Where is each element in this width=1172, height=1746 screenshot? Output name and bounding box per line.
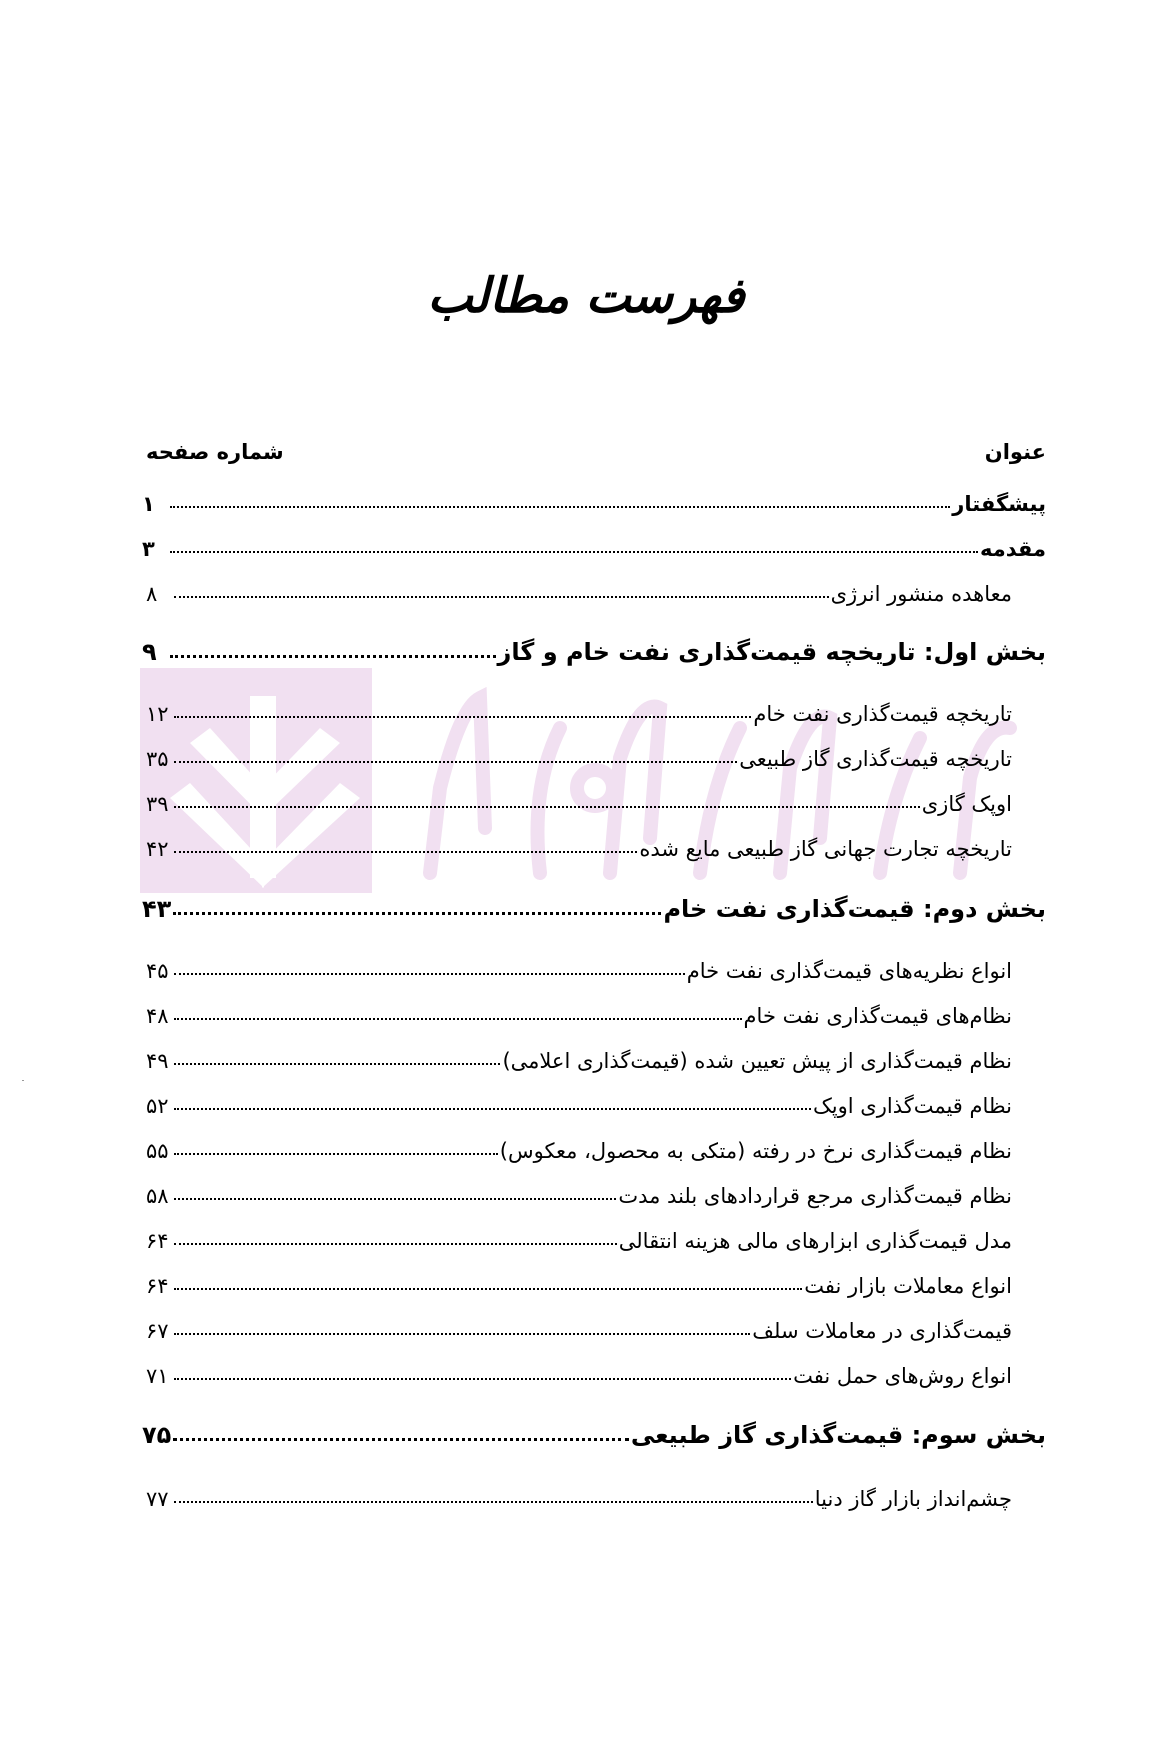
dot-leader xyxy=(174,973,685,975)
toc-entry[interactable] xyxy=(146,1307,1012,1343)
toc-entry[interactable] xyxy=(146,1475,1012,1511)
toc-entry[interactable] xyxy=(146,1262,1012,1298)
dot-leader xyxy=(174,1153,498,1155)
dot-leader xyxy=(170,655,496,658)
toc-entry[interactable] xyxy=(142,480,1046,516)
toc-entry-title: مدل قیمت‌گذاری ابزارهای مالی هزینه انتقالی xyxy=(618,1229,1012,1253)
toc-page-number: ۶۷ xyxy=(146,1319,169,1343)
toc-entry-title: معاهده منشور انرژی xyxy=(830,582,1012,606)
toc-page-number: ۴۲ xyxy=(146,837,169,861)
dot-leader xyxy=(173,912,661,915)
toc-entry-title: تاریخچه قیمت‌گذاری نفت خام xyxy=(753,702,1012,726)
toc-entry[interactable] xyxy=(146,1082,1012,1118)
toc-entry-title: بخش سوم: قیمت‌گذاری گاز طبیعی xyxy=(630,1421,1046,1449)
toc-page-number: ۱ xyxy=(142,492,155,516)
toc-entry[interactable] xyxy=(146,1172,1012,1208)
toc-entry-title: نظام قیمت‌گذاری اوپک xyxy=(812,1094,1012,1118)
margin-mark xyxy=(22,1080,24,1081)
toc-page-number: ۷۷ xyxy=(146,1487,169,1511)
toc-entry-title: نظام قیمت‌گذاری مرجع قراردادهای بلند مدت xyxy=(618,1184,1012,1208)
dot-leader xyxy=(174,1198,616,1200)
toc-page-number: ۱۲ xyxy=(146,702,169,726)
toc-page-number: ۵۵ xyxy=(146,1139,169,1163)
dot-leader xyxy=(174,596,829,598)
toc-page-number: ۴۳ xyxy=(142,895,172,923)
dot-leader xyxy=(170,551,978,553)
toc-entry-title: اوپک گازی xyxy=(921,792,1012,816)
dot-leader xyxy=(174,1378,791,1380)
toc-page-number: ۴۵ xyxy=(146,959,169,983)
toc-entry[interactable] xyxy=(146,690,1012,726)
dot-leader xyxy=(174,1501,813,1503)
dot-leader xyxy=(174,1243,617,1245)
toc-entry-title: نظام قیمت‌گذاری از پیش تعیین شده (قیمت‌گذاری اعلامی) xyxy=(502,1049,1012,1073)
toc-entry[interactable] xyxy=(146,1217,1012,1253)
toc-part-heading[interactable] xyxy=(142,887,1046,923)
toc-page-number: ۳۹ xyxy=(146,792,169,816)
toc-entry[interactable] xyxy=(146,992,1012,1028)
toc-entry[interactable] xyxy=(146,570,1012,606)
dot-leader xyxy=(174,1108,811,1110)
toc-page-number: ۶۴ xyxy=(146,1274,169,1298)
dot-leader xyxy=(174,1063,500,1065)
dot-leader xyxy=(173,1438,629,1441)
toc-entry-title: انواع نظریه‌های قیمت‌گذاری نفت خام xyxy=(686,959,1012,983)
toc-page-number: ۷۱ xyxy=(146,1364,169,1388)
dot-leader xyxy=(174,1333,750,1335)
toc-entry-title: بخش اول: تاریخچه قیمت‌گذاری نفت خام و گاز xyxy=(497,638,1046,666)
toc-page-number: ۴۹ xyxy=(146,1049,169,1073)
toc-entry-title: پیشگفتار xyxy=(952,492,1046,516)
toc-entry[interactable] xyxy=(146,947,1012,983)
toc-entry[interactable] xyxy=(146,780,1012,816)
toc-entry[interactable] xyxy=(146,1037,1012,1073)
toc-entry-title: انواع معاملات بازار نفت xyxy=(804,1274,1012,1298)
dot-leader xyxy=(174,716,751,718)
toc-entry-title: مقدمه xyxy=(980,537,1046,561)
toc-page-number: ۵۲ xyxy=(146,1094,169,1118)
toc-page-number: ۸ xyxy=(146,582,158,606)
toc-entry-title: انواع روش‌های حمل نفت xyxy=(793,1364,1012,1388)
toc-part-heading[interactable] xyxy=(142,1413,1046,1449)
toc-part-heading[interactable] xyxy=(142,630,1046,666)
dot-leader xyxy=(174,1018,742,1020)
toc-entry-title: بخش دوم: قیمت‌گذاری نفت خام xyxy=(663,895,1046,923)
toc-page-number: ۵۸ xyxy=(146,1184,169,1208)
toc-entry[interactable] xyxy=(146,1127,1012,1163)
toc-entry-title: نظام قیمت‌گذاری نرخ در رفته (متکی به محصول، معکوس) xyxy=(499,1139,1012,1163)
toc-entry[interactable] xyxy=(146,1352,1012,1388)
dot-leader xyxy=(174,806,920,808)
dot-leader xyxy=(170,506,950,508)
toc-page-number: ۶۴ xyxy=(146,1229,169,1253)
toc-entry-title: تاریخچه قیمت‌گذاری گاز طبیعی xyxy=(739,747,1012,771)
toc-page-number: ۳۵ xyxy=(146,747,169,771)
dot-leader xyxy=(174,761,737,763)
toc-entry-title: تاریخچه تجارت جهانی گاز طبیعی مایع شده xyxy=(639,837,1012,861)
toc-entry[interactable] xyxy=(146,825,1012,861)
toc-entry[interactable] xyxy=(146,735,1012,771)
toc-header xyxy=(146,440,1046,472)
dot-leader xyxy=(174,851,637,853)
toc-entry-title: نظام‌های قیمت‌گذاری نفت خام xyxy=(743,1004,1012,1028)
toc-page-number: ۹ xyxy=(142,638,157,666)
page-number-column-header: شماره صفحه xyxy=(146,440,284,464)
page-title: فهرست مطالب xyxy=(427,268,745,324)
toc-entry-title: چشم‌انداز بازار گاز دنیا xyxy=(814,1487,1012,1511)
toc-entry-title: قیمت‌گذاری در معاملات سلف xyxy=(752,1319,1012,1343)
dot-leader xyxy=(174,1288,802,1290)
toc-entry[interactable] xyxy=(142,525,1046,561)
toc-page-number: ۳ xyxy=(142,537,155,561)
subject-column-header: عنوان xyxy=(984,440,1046,464)
toc-page-number: ۴۸ xyxy=(146,1004,169,1028)
toc-page-number: ۷۵ xyxy=(142,1421,172,1449)
